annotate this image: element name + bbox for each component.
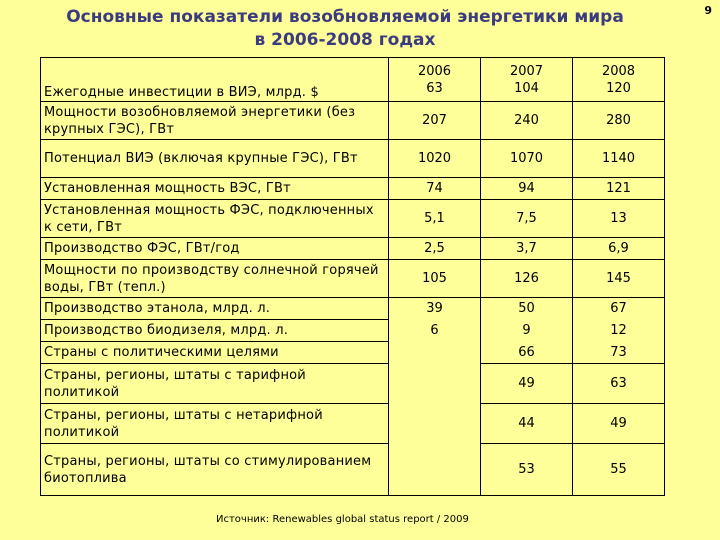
row-label: Страны, регионы, штаты со стимулированием биотоплива — [41, 444, 389, 496]
row-label: Производство этанола, млрд. л. — [41, 298, 389, 320]
cell-2006 — [389, 444, 481, 496]
table-row — [41, 178, 665, 200]
row-label: Мощности возобновляемой энергетики (без крупных ГЭС), ГВт — [41, 102, 389, 140]
cell-2008: 145 — [573, 260, 665, 298]
cell-2007: 66 — [481, 342, 573, 364]
row-label: Страны, регионы, штаты с нетарифной политикой — [41, 404, 389, 444]
row-label: Установленная мощность ФЭС, подключенных к сети, ГВт — [41, 200, 389, 238]
row-label: Страны с политическими целями — [41, 342, 389, 364]
cell-2007: 1070 — [481, 140, 573, 178]
cell-2008: 67 — [573, 298, 665, 320]
cell-2007 — [481, 58, 573, 102]
cell-2006 — [389, 404, 481, 444]
cell-2008: 6,9 — [573, 238, 665, 260]
cell-2008: 63 — [573, 364, 665, 404]
cell-2008 — [573, 58, 665, 102]
cell-2007: 53 — [481, 444, 573, 496]
cell-2006: 2,5 — [389, 238, 481, 260]
row-label: Производство биодизеля, млрд. л. — [41, 320, 389, 342]
row-label: Мощности по производству солнечной горячей воды, ГВт (тепл.) — [41, 260, 389, 298]
row-label: Установленная мощность ВЭС, ГВт — [41, 178, 389, 200]
page-title-line-2: в 2006-2008 годах — [254, 30, 436, 50]
table-row — [41, 260, 665, 298]
cell-2006: 74 — [389, 178, 481, 200]
table-row — [41, 238, 665, 260]
cell-2006: 6 — [389, 320, 481, 342]
cell-2006: 5,1 — [389, 200, 481, 238]
table-row — [41, 200, 665, 238]
cell-2008: 55 — [573, 444, 665, 496]
indicators-table — [40, 57, 665, 496]
cell-2006 — [389, 342, 481, 364]
table-row — [41, 140, 665, 178]
row-label: Страны, регионы, штаты с тарифной политикой — [41, 364, 389, 404]
cell-2008: 13 — [573, 200, 665, 238]
cell-2006: 1020 — [389, 140, 481, 178]
cell-2008: 73 — [573, 342, 665, 364]
cell-2007: 3,7 — [481, 238, 573, 260]
cell-2006: 105 — [389, 260, 481, 298]
year-header-2006: 2006 — [417, 63, 452, 79]
cell-value: 104 — [514, 80, 539, 96]
table-row — [41, 364, 665, 404]
row-label: Ежегодные инвестиции в ВИЭ, млрд. $ — [41, 58, 389, 102]
table-row — [41, 320, 665, 342]
cell-2008: 49 — [573, 404, 665, 444]
table-row — [41, 342, 665, 364]
year-header-2008: 2008 — [601, 63, 636, 79]
page-number: 9 — [704, 4, 712, 17]
table-row — [41, 58, 665, 102]
year-header-2007: 2007 — [509, 63, 544, 79]
cell-2007: 44 — [481, 404, 573, 444]
row-label: Потенциал ВИЭ (включая крупные ГЭС), ГВт — [41, 140, 389, 178]
table-row — [41, 444, 665, 496]
cell-2008: 121 — [573, 178, 665, 200]
cell-2008: 1140 — [573, 140, 665, 178]
cell-2007: 7,5 — [481, 200, 573, 238]
cell-value: 120 — [606, 80, 631, 96]
cell-2008: 12 — [573, 320, 665, 342]
page-title-line-1: Основные показатели возобновляемой энергетики мира — [66, 7, 624, 27]
cell-2007: 94 — [481, 178, 573, 200]
cell-2007: 126 — [481, 260, 573, 298]
cell-2007: 49 — [481, 364, 573, 404]
cell-2006: 39 — [389, 298, 481, 320]
table-row — [41, 298, 665, 320]
cell-2007: 9 — [481, 320, 573, 342]
cell-2007: 240 — [481, 102, 573, 140]
cell-2008: 280 — [573, 102, 665, 140]
table-row — [41, 404, 665, 444]
cell-2006 — [389, 364, 481, 404]
table-row — [41, 102, 665, 140]
table-body — [41, 58, 665, 496]
source-note: Источник: Renewables global status report / 2009 — [216, 514, 469, 525]
page-title — [40, 6, 650, 52]
cell-value: 63 — [426, 80, 443, 96]
cell-2007: 50 — [481, 298, 573, 320]
cell-2006: 207 — [389, 102, 481, 140]
cell-2006 — [389, 58, 481, 102]
row-label: Производство ФЭС, ГВт/год — [41, 238, 389, 260]
